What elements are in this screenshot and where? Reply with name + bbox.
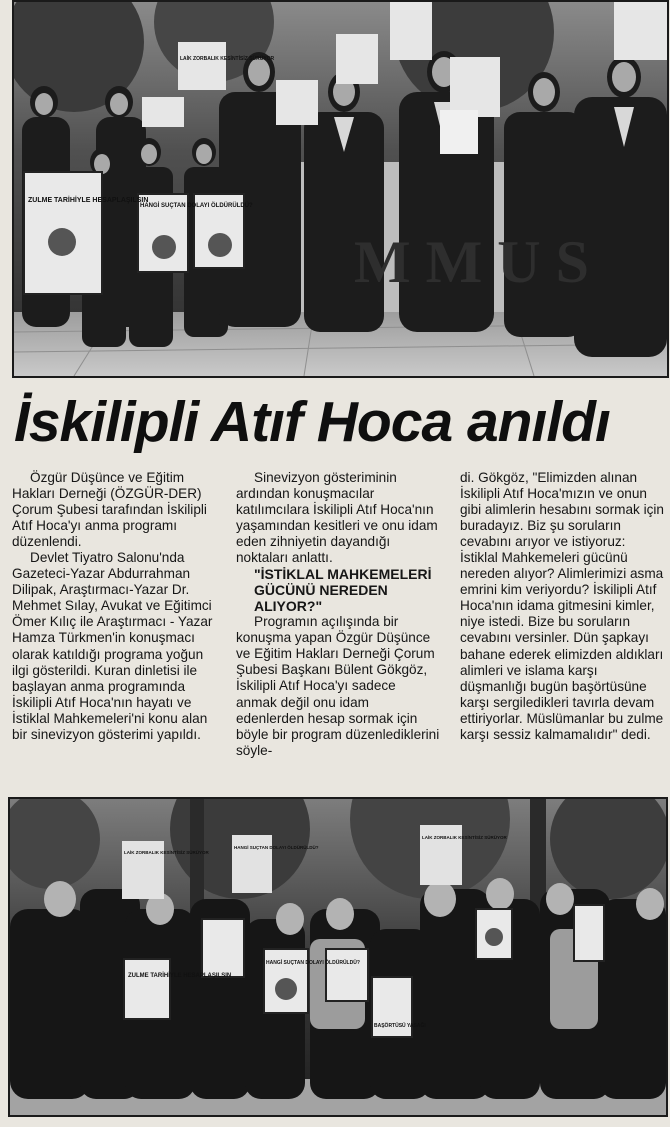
top-sign-1-text: ZULME TARİHİYLE HESAPLAŞILSIN <box>28 197 149 204</box>
bottom-sign-3-text: HANGİ SUÇTAN DOLAYI ÖLDÜRÜLDÜ? <box>234 845 319 850</box>
bottom-sign-0-text: LAİK ZORBALIK KESİNTİSİZ SÜRÜYOR <box>124 850 209 855</box>
bottom-protest-photo <box>8 797 668 1117</box>
article-column-2 <box>236 470 440 795</box>
bottom-sign-4-text: LAİK ZORBALIK KESİNTİSİZ SÜRÜYOR <box>422 835 507 840</box>
col2-intro: Sinevizyon gösteriminin ardından konuşmacılar katılımcılara İskilipli Atıf Hoca'nın yaşamından kesitleri ve onu idam eden zihniyetin dayandığı noktaları anlattı. <box>236 470 438 566</box>
top-sign-2-text: HANGİ SUÇTAN DOLAYI ÖLDÜRÜLDÜ? <box>140 203 253 209</box>
col1-paragraph-1: Özgür Düşünce ve Eğitim Hakları Derneği (ÖZGÜR-DER) Çorum Şubesi tarafından İskilipli Atıf Hoca'yı anma programı düzenlendi. <box>12 470 207 550</box>
article-column-1 <box>12 470 216 795</box>
article-column-3 <box>460 470 664 795</box>
subheading: "İSTİKLAL MAHKEMELERİ GÜCÜNÜ NEREDEN ALIYOR?" <box>254 566 432 615</box>
bottom-sign-5-text: BAŞÖRTÜSÜ YASAĞI <box>374 1023 426 1029</box>
bottom-photo-scene <box>10 799 666 1115</box>
top-photo-scene <box>14 2 667 376</box>
bottom-sign-2-text: ZULME TARİHİYLE HESAPLAŞILSIN <box>128 973 232 979</box>
bottom-sign-1-text: HANGİ SUÇTAN DOLAYI ÖLDÜRÜLDÜ? <box>266 960 360 966</box>
col1-paragraph-2: Devlet Tiyatro Salonu'nda Gazeteci-Yazar Abdurrahman Dilipak, Araştırmacı-Yazar Dr. Mehmet Sılay, Avukat ve Eğitimci Ömer Kılıç ile Araştırmacı - Yazar Hamza Türkmen'in konuşmacı olarak katıldığı programa yoğun ilgi gösterildi. Kuran dinletisi ile başlayan anma programında İskilipli Atıf Hoca'nın hayatı ve İstiklal Mahkemeleri'ni konu alan bir sinevizyon gösterimi yapıldı. <box>12 550 213 742</box>
col3-paragraph: di. Gökgöz, "Elimizden alınan İskilipli Atıf Hoca'mızın ve onun gibi alimlerin hesabını sormak için buradayız. Biz şu soruların cevabını arıyor ve istiyoruz: İstiklal Mahkemeleri gücünü nereden alıyor? Alimlerimizi asma emrini kim veriyordu? İskilipli Atıf Hoca'nın idama gitmesini kimler, niye istedi. Bize bu soruların cevabını versinler. Dün şapkayı bahane ederek elimizden aldıkları alimleri ve islama karşı düşmanlığı bugün başörtüsüne karşı sergiledikleri tavırla devam ettiriyorlar. Müslümanlar bu zulme karşı sessiz kalmamalıdır" dedi. <box>460 470 664 742</box>
top-sign-0-text: LAİK ZORBALIK KESİNTİSİZ SÜRÜYOR <box>180 56 275 62</box>
banner-text: M M U S <box>354 229 589 295</box>
top-protest-photo <box>12 0 669 378</box>
col2-body: Programın açılışında bir konuşma yapan Özgür Düşünce ve Eğitim Hakları Derneği Çorum Şubesi Başkanı Bülent Gökgöz, İskilipli Atıf Hoca'yı sadece anmak değil onu idam edenlerden hesap sormak için böyle bir program düzenlediklerini söyle- <box>236 614 440 758</box>
headline: İskilipli Atıf Hoca anıldı <box>14 390 610 454</box>
